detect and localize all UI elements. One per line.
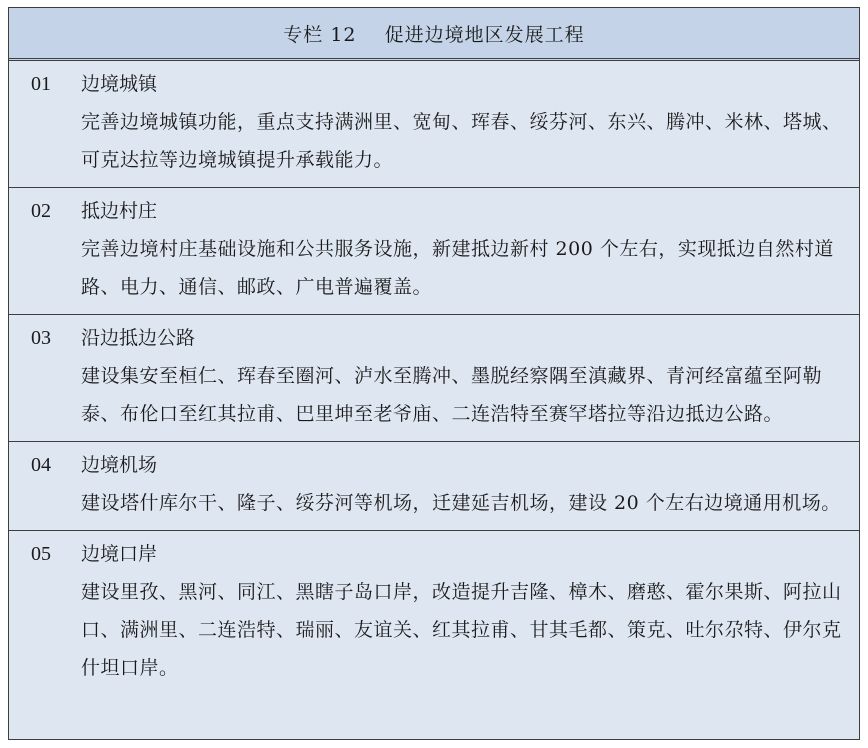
section-01 [9, 61, 859, 187]
section-02 [9, 187, 859, 314]
section-title: 抵边村庄 [81, 200, 158, 222]
section-body: 完善边境城镇功能，重点支持满洲里、宽甸、珲春、绥芬河、东兴、腾冲、米林、塔城、可克达拉等边境城镇提升承载能力。 [81, 111, 842, 171]
section-heading [31, 69, 849, 103]
section-body: 建设塔什库尔干、隆子、绥芬河等机场，迁建延吉机场，建设 20 个左右边境通用机场。 [81, 492, 841, 514]
section-heading [31, 196, 849, 230]
section-05 [9, 530, 859, 695]
section-heading [31, 323, 849, 357]
column-header [9, 8, 859, 61]
section-heading [31, 450, 849, 484]
section-heading [31, 539, 849, 573]
section-title: 沿边抵边公路 [81, 327, 196, 349]
section-body: 完善边境村庄基础设施和公共服务设施，新建抵边新村 200 个左右，实现抵边自然村道路、电力、通信、邮政、广电普遍覆盖。 [81, 238, 834, 298]
section-title: 边境口岸 [81, 543, 158, 565]
section-title: 边境机场 [81, 454, 158, 476]
column-title: 专栏 12 促进边境地区发展工程 [283, 23, 585, 46]
section-number: 04 [31, 454, 51, 476]
section-03 [9, 314, 859, 441]
section-body: 建设集安至桓仁、珲春至圈河、泸水至腾冲、墨脱经察隅至滇藏界、青河经富蕴至阿勒泰、布伦口至红其拉甫、巴里坤至老爷庙、二连浩特至赛罕塔拉等沿边抵边公路。 [81, 365, 823, 425]
section-number: 02 [31, 200, 51, 222]
section-04 [9, 441, 859, 530]
section-title: 边境城镇 [81, 73, 158, 95]
section-body: 建设里孜、黑河、同江、黑瞎子岛口岸，改造提升吉隆、樟木、磨憨、霍尔果斯、阿拉山口、满洲里、二连浩特、瑞丽、友谊关、红其拉甫、甘其毛都、策克、吐尔尕特、伊尔克什坦口岸。 [81, 581, 842, 679]
section-number: 01 [31, 73, 51, 95]
section-number: 05 [31, 543, 51, 565]
section-number: 03 [31, 327, 51, 349]
column-box [8, 7, 860, 740]
